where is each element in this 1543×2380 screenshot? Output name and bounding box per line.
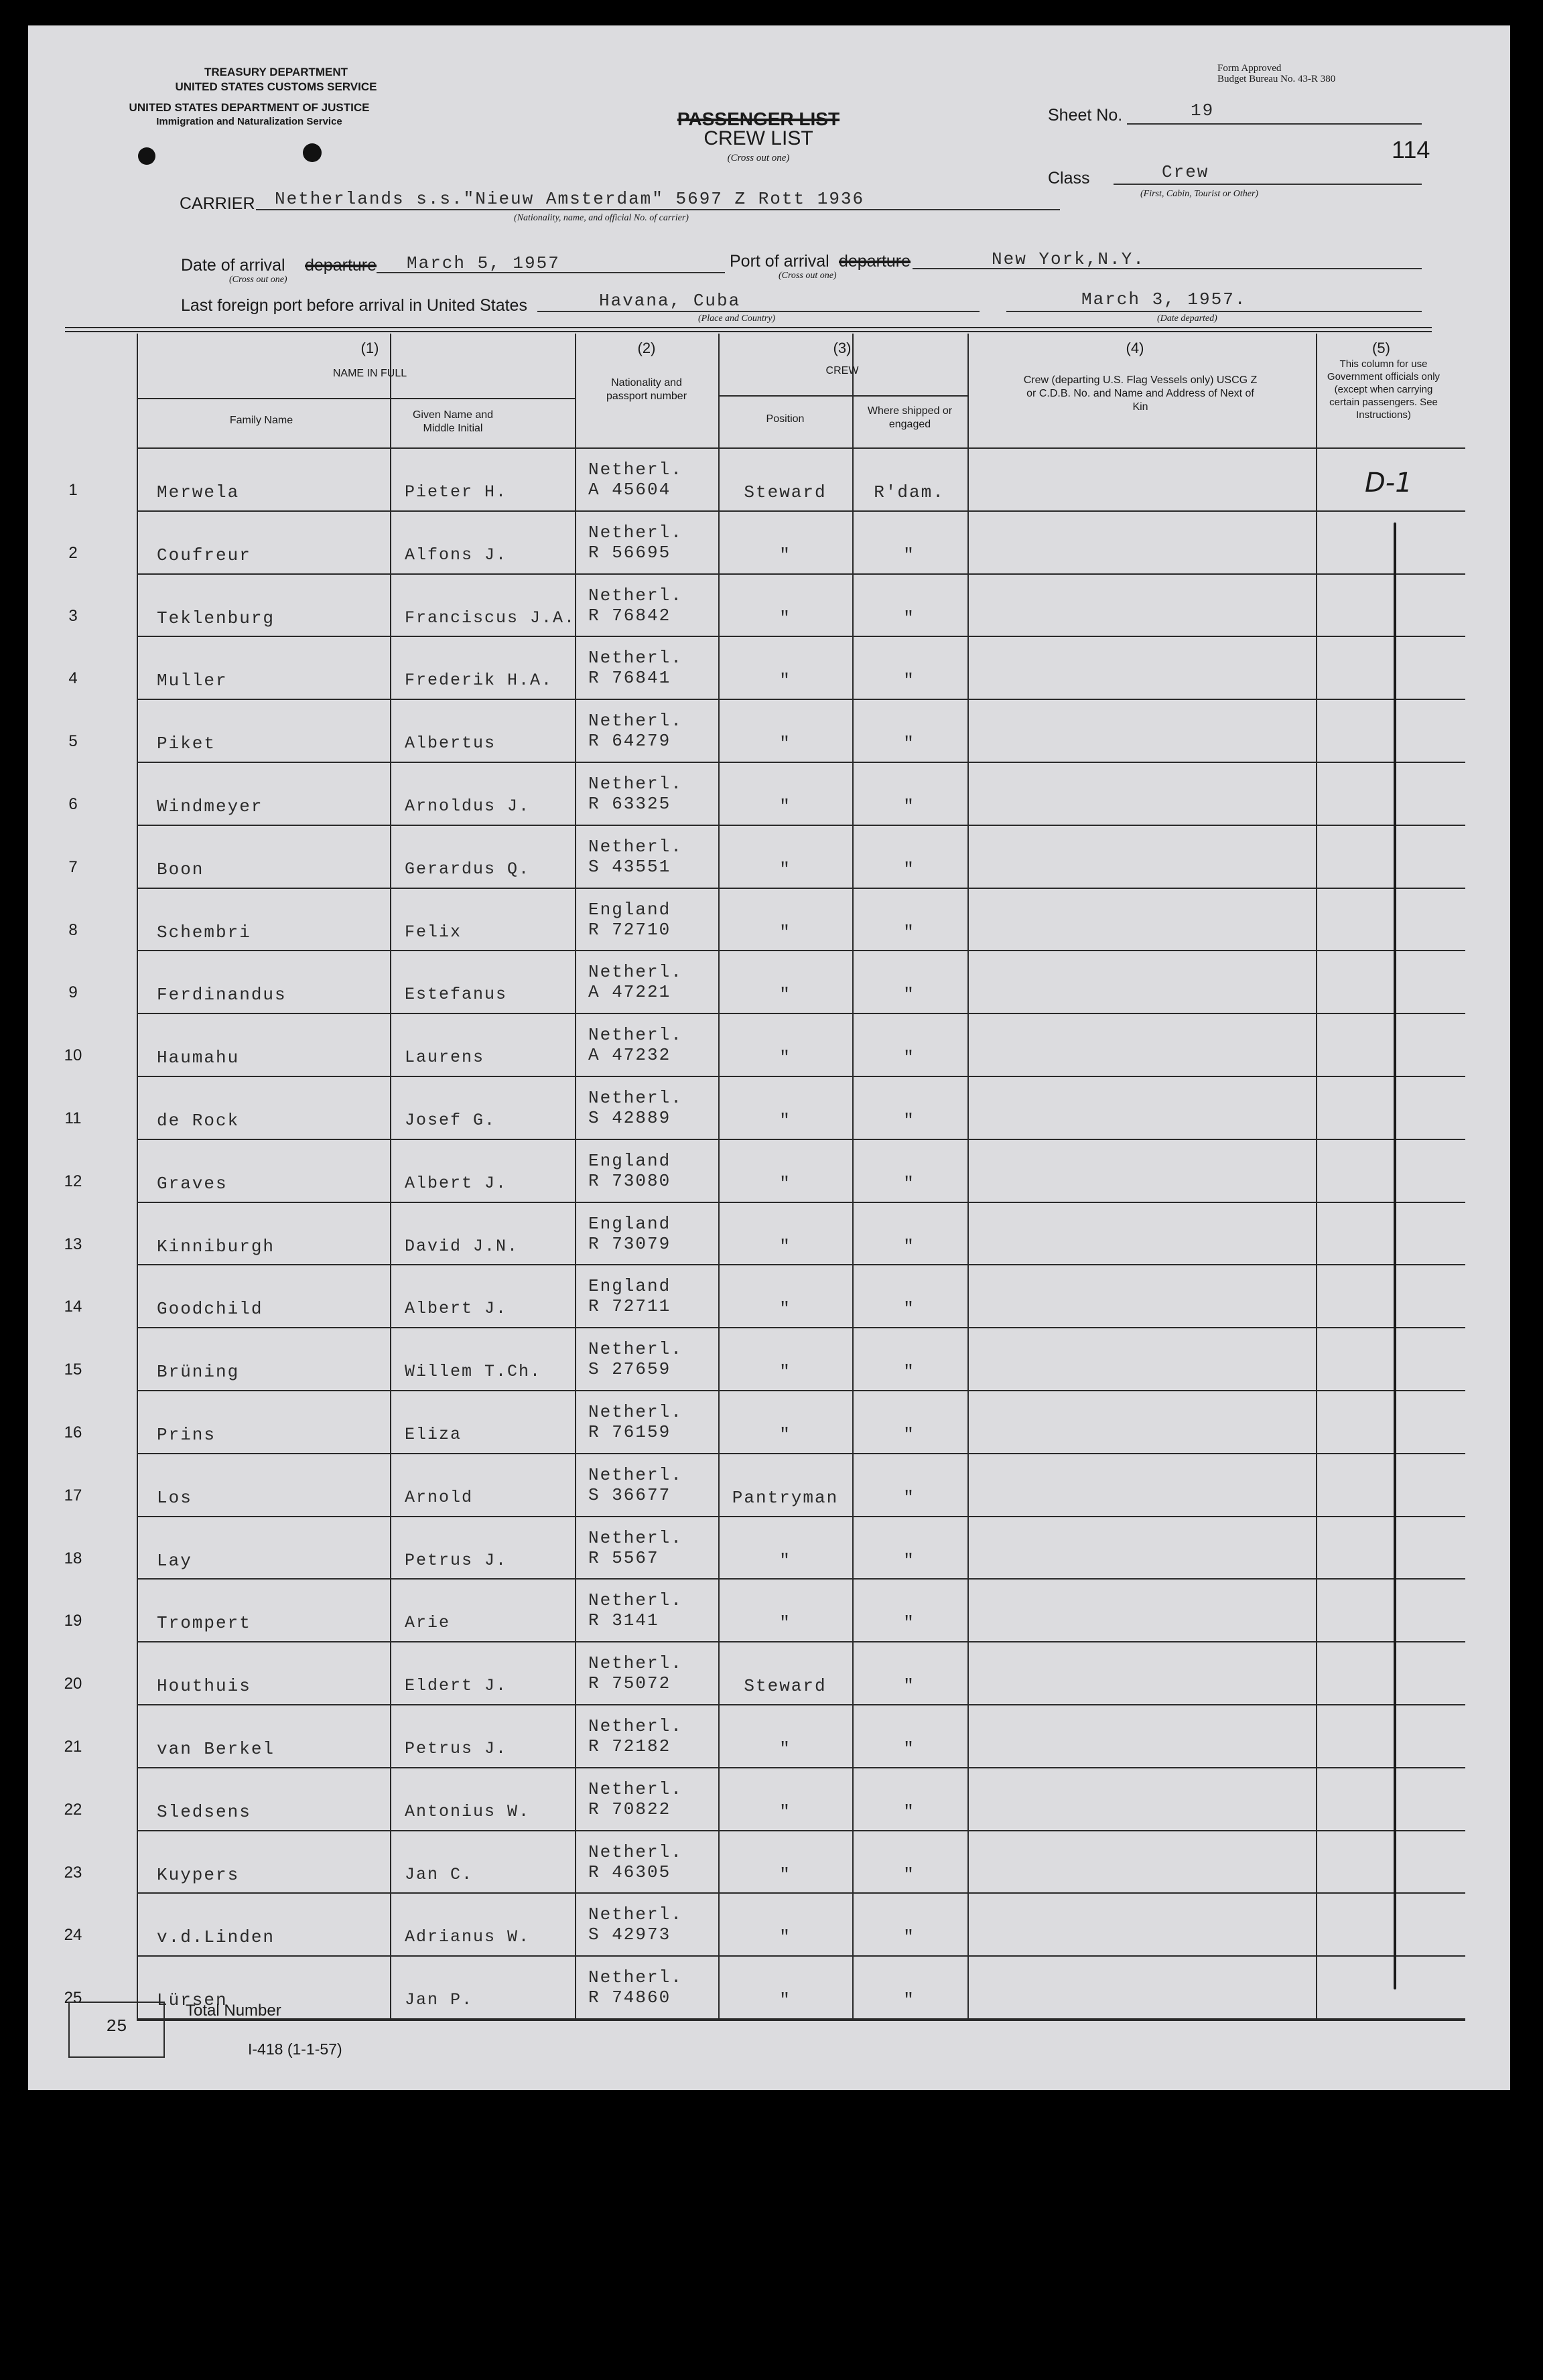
where-shipped: " (903, 796, 915, 817)
family-name: Coufreur (157, 545, 251, 565)
row-rule (137, 1955, 1465, 1957)
sheet-no-label: Sheet No. (1048, 106, 1123, 125)
where-shipped: " (903, 608, 915, 628)
row-rule (137, 1641, 1465, 1642)
where-shipped: " (903, 985, 915, 1005)
class-note: (First, Cabin, Tourist or Other) (1140, 189, 1259, 199)
row-number: 1 (68, 481, 78, 499)
crew-position: " (779, 1173, 791, 1194)
column-rule (137, 334, 138, 2018)
crew-position: " (779, 796, 791, 817)
row-rule (137, 950, 1465, 951)
crew-position: " (779, 859, 791, 880)
nationality: Netherl. (588, 648, 683, 669)
nationality: Netherl. (588, 1590, 683, 1611)
nationality: Netherl. (588, 585, 683, 606)
family-name: Piket (157, 733, 216, 754)
family-name: Kinniburgh (157, 1236, 275, 1257)
family-name: Teklenburg (157, 608, 275, 628)
row-number: 22 (64, 1800, 82, 1819)
passport-number: R 76842 (588, 605, 671, 626)
carrier-label: CARRIER (180, 194, 255, 213)
passport-number: R 56695 (588, 542, 671, 563)
crew-position: " (779, 1990, 791, 2011)
row-rule (137, 1139, 1465, 1140)
col2-number: (2) (637, 340, 656, 356)
form-number: I-418 (1-1-57) (248, 2040, 342, 2058)
where-shipped: " (903, 1487, 915, 1508)
row-rule (137, 1390, 1465, 1391)
col3-number: (3) (833, 340, 852, 356)
crew-position: " (779, 671, 791, 691)
nationality: Netherl. (588, 1904, 683, 1925)
row-rule (137, 573, 1465, 575)
col5-title: This column for use Government officials only (except when carrying certain passengers. See Instructions) (1327, 358, 1440, 421)
nationality: England (588, 1213, 671, 1234)
crew-position: " (779, 545, 791, 565)
where-shipped: " (903, 733, 915, 754)
where-shipped: " (903, 1111, 915, 1131)
family-name: van Berkel (157, 1739, 275, 1759)
carrier-note: (Nationality, name, and official No. of carrier) (514, 213, 689, 223)
family-name: v.d.Linden (157, 1927, 275, 1948)
passport-number: R 76159 (588, 1422, 671, 1442)
nationality: Netherl. (588, 774, 683, 794)
nationality: Netherl. (588, 1967, 683, 1988)
where-shipped: " (903, 545, 915, 565)
crew-position: " (779, 608, 791, 628)
crew-list-form (28, 25, 1510, 2090)
subheader-rule (137, 398, 575, 399)
family-name: Trompert (157, 1613, 251, 1634)
passport-number: S 27659 (588, 1359, 671, 1380)
row-rule (137, 1264, 1465, 1265)
crew-position: " (779, 985, 791, 1005)
col4-title: Crew (departing U.S. Flag Vessels only) USCG Z or C.D.B. No. and Name and Address of Next of Kin (1023, 374, 1258, 413)
where-shipped: " (903, 1927, 915, 1948)
row-number: 16 (64, 1423, 82, 1442)
row-rule (137, 1704, 1465, 1705)
where-shipped: " (903, 1739, 915, 1759)
row-number: 23 (64, 1863, 82, 1882)
passport-number: R 70822 (588, 1799, 671, 1819)
passport-number: S 43551 (588, 856, 671, 877)
row-rule (137, 1578, 1465, 1580)
row-number: 2 (68, 543, 78, 562)
col3-title: CREW (825, 365, 859, 376)
passport-number: R 5567 (588, 1547, 659, 1568)
family-name: Los (157, 1487, 192, 1508)
row-number: 6 (68, 795, 78, 813)
hole-punch-right (303, 143, 322, 162)
nationality: Netherl. (588, 1088, 683, 1108)
nationality: England (588, 1276, 671, 1297)
where-shipped: " (903, 1173, 915, 1194)
crew-position: " (779, 1613, 791, 1634)
last-port-value: Havana, Cuba (599, 291, 741, 311)
given-name: Arnoldus J. (405, 796, 531, 816)
given-name: Laurens (405, 1048, 485, 1068)
where-shipped: " (903, 1864, 915, 1885)
header-bottom-rule (137, 447, 1465, 449)
subheader-rule (718, 395, 967, 397)
title-note: (Cross out one) (727, 153, 790, 163)
where-shipped: " (903, 1236, 915, 1257)
column-rule (575, 334, 576, 2018)
shipped-header: Where shipped or engaged (867, 405, 953, 430)
port-cross-note: (Cross out one) (779, 271, 837, 281)
passport-number: R 63325 (588, 794, 671, 814)
nationality: Netherl. (588, 522, 683, 543)
agency-line-3: UNITED STATES DEPARTMENT OF JUSTICE (129, 101, 370, 114)
where-shipped: R'dam. (874, 482, 945, 502)
row-number: 17 (64, 1486, 82, 1504)
passport-number: R 75072 (588, 1673, 671, 1694)
passport-number: R 72711 (588, 1296, 671, 1317)
row-number: 20 (64, 1675, 82, 1693)
given-name: Petrus J. (405, 1550, 508, 1570)
family-name: de Rock (157, 1111, 240, 1131)
family-name: Houthuis (157, 1676, 251, 1697)
passport-number: R 72182 (588, 1736, 671, 1756)
row-rule (137, 1830, 1465, 1831)
given-name-header: Given Name and Middle Initial (412, 409, 494, 434)
passport-number: S 36677 (588, 1484, 671, 1505)
nationality: Netherl. (588, 1339, 683, 1360)
crew-position: " (779, 1048, 791, 1068)
nationality: Netherl. (588, 1402, 683, 1422)
row-number: 5 (68, 732, 78, 751)
family-name: Boon (157, 859, 204, 880)
crew-position: " (779, 1425, 791, 1445)
col5-number: (5) (1372, 340, 1390, 356)
given-name: Petrus J. (405, 1739, 508, 1758)
row-number: 14 (64, 1298, 82, 1316)
date-cross-note: (Cross out one) (229, 275, 287, 285)
where-shipped: " (903, 1362, 915, 1383)
row-number: 21 (64, 1738, 82, 1756)
family-name: Goodchild (157, 1299, 263, 1320)
nationality: Netherl. (588, 1464, 683, 1485)
family-name: Schembri (157, 922, 251, 942)
where-shipped: " (903, 1613, 915, 1634)
given-name: Antonius W. (405, 1801, 531, 1821)
crew-position: Pantryman (732, 1487, 839, 1508)
where-shipped: " (903, 1425, 915, 1445)
passport-number: R 64279 (588, 731, 671, 752)
row-number: 25 (64, 1989, 82, 2008)
crew-position: " (779, 1111, 791, 1131)
where-shipped: " (903, 859, 915, 880)
given-name: Franciscus J.A. (405, 608, 576, 628)
row-number: 7 (68, 857, 78, 876)
col1-title: NAME IN FULL (332, 368, 407, 379)
given-name: Jan C. (405, 1864, 474, 1884)
row-number: 3 (68, 606, 78, 625)
given-name: Albert J. (405, 1173, 508, 1193)
col4-number: (4) (1126, 340, 1144, 356)
row-rule (137, 762, 1465, 763)
given-name: Estefanus (405, 985, 508, 1005)
row-rule (137, 1767, 1465, 1768)
agency-line-1: TREASURY DEPARTMENT (204, 66, 348, 78)
where-shipped: " (903, 1990, 915, 2011)
row-number: 8 (68, 920, 78, 939)
nationality: Netherl. (588, 1841, 683, 1862)
where-shipped: " (903, 1550, 915, 1571)
page-stamp: 114 (1392, 136, 1430, 163)
row-rule (137, 1453, 1465, 1454)
row-number: 12 (64, 1172, 82, 1190)
row-number: 4 (68, 669, 78, 688)
crew-position: " (779, 1550, 791, 1571)
position-header: Position (766, 413, 805, 425)
crew-position: Steward (744, 1676, 827, 1697)
row-number: 9 (68, 983, 78, 1002)
given-name: Eliza (405, 1425, 462, 1444)
form-title: CREW LIST (703, 127, 813, 149)
family-name-header: Family Name (229, 415, 293, 426)
row-number: 10 (64, 1046, 82, 1065)
agency-line-4: Immigration and Naturalization Service (156, 116, 342, 127)
row-rule (137, 510, 1465, 512)
nationality: Netherl. (588, 836, 683, 857)
passport-number: R 74860 (588, 1987, 671, 2008)
row-rule (137, 825, 1465, 826)
total-number-label: Total Number (186, 2002, 281, 2020)
passport-number: R 73080 (588, 1170, 671, 1191)
where-shipped: " (903, 671, 915, 691)
passport-number: S 42973 (588, 1924, 671, 1945)
row-rule (137, 1076, 1465, 1077)
given-name: Albert J. (405, 1299, 508, 1319)
row-number: 19 (64, 1612, 82, 1630)
row-number: 11 (64, 1109, 82, 1127)
row-rule (137, 1202, 1465, 1203)
where-shipped: " (903, 922, 915, 942)
row-rule (137, 888, 1465, 889)
row-rule (137, 1892, 1465, 1894)
family-name: Ferdinandus (157, 985, 287, 1005)
family-name: Graves (157, 1173, 228, 1194)
family-name: Haumahu (157, 1048, 240, 1068)
nationality: Netherl. (588, 1778, 683, 1799)
family-name: Prins (157, 1425, 216, 1445)
given-name: Arie (405, 1613, 451, 1633)
date-departed-value: March 3, 1957. (1081, 289, 1247, 309)
row-rule (137, 636, 1465, 637)
table-bottom-rule (137, 2020, 1465, 2021)
hole-punch-left (138, 147, 155, 165)
passenger-list-crossed: PASSENGER LIST (677, 109, 840, 129)
where-shipped: " (903, 1048, 915, 1068)
nationality: Netherl. (588, 1653, 683, 1674)
passport-number: R 76841 (588, 668, 671, 689)
crew-position: " (779, 1739, 791, 1759)
passport-number: R 72710 (588, 919, 671, 940)
passport-number: R 3141 (588, 1610, 659, 1631)
row-number: 18 (64, 1549, 82, 1567)
passport-number: A 45604 (588, 480, 671, 500)
nationality: England (588, 1150, 671, 1171)
where-shipped: " (903, 1676, 915, 1697)
row-rule (137, 1013, 1465, 1014)
last-port-label: Last foreign port before arrival in United States (181, 296, 527, 315)
crew-position: " (779, 733, 791, 754)
family-name: Windmeyer (157, 796, 263, 817)
passport-number: A 47232 (588, 1045, 671, 1066)
family-name: Lay (157, 1550, 192, 1571)
given-name: Albertus (405, 733, 496, 754)
date-departed-note: (Date departed) (1157, 313, 1217, 324)
given-name: Pieter H. (405, 482, 508, 502)
col2-title: Nationality and passport number (606, 377, 687, 402)
given-name: Alfons J. (405, 545, 508, 565)
column-rule (967, 334, 969, 2018)
given-name: Felix (405, 922, 462, 942)
column-rule (718, 334, 720, 2018)
given-name: Jan P. (405, 1990, 474, 2010)
crew-position: " (779, 1864, 791, 1885)
total-number-value: 25 (106, 2016, 127, 2036)
nationality: Netherl. (588, 460, 683, 480)
column-rule (852, 334, 854, 2018)
crew-position: " (779, 1299, 791, 1320)
crew-position: " (779, 922, 791, 942)
crew-position: Steward (744, 482, 827, 502)
date-label: Date of arrival (181, 256, 285, 275)
sheet-no-value: 19 (1191, 100, 1215, 121)
given-name: Adrianus W. (405, 1927, 531, 1947)
port-label: Port of arrival (730, 252, 829, 271)
crew-position: " (779, 1927, 791, 1948)
given-name: David J.N. (405, 1236, 519, 1256)
port-value: New York,N.Y. (992, 249, 1145, 269)
family-name: Kuypers (157, 1864, 240, 1885)
family-name: Merwela (157, 482, 240, 502)
given-name: Eldert J. (405, 1676, 508, 1696)
given-name: Willem T.Ch. (405, 1362, 542, 1382)
crew-position: " (779, 1362, 791, 1383)
date-value: March 5, 1957 (407, 253, 560, 273)
family-name: Muller (157, 671, 228, 691)
crew-position: " (779, 1801, 791, 1822)
carrier-value: Netherlands s.s."Nieuw Amsterdam" 5697 Z Rott 1936 (275, 189, 865, 209)
crew-position: " (779, 1236, 791, 1257)
form-approved: Form Approved (1217, 63, 1282, 74)
column-rule (390, 334, 391, 2018)
agency-line-2: UNITED STATES CUSTOMS SERVICE (175, 80, 377, 93)
passport-number: A 47221 (588, 982, 671, 1003)
given-name: Gerardus Q. (405, 859, 531, 879)
passport-number: S 42889 (588, 1108, 671, 1128)
date-crossed: departure (305, 256, 377, 275)
nationality: Netherl. (588, 1527, 683, 1548)
given-name: Frederik H.A. (405, 671, 553, 691)
family-name: Lürsen (157, 1990, 228, 2011)
budget-bureau: Budget Bureau No. 43-R 380 (1217, 74, 1336, 84)
nationality: England (588, 899, 671, 920)
class-label: Class (1048, 169, 1090, 188)
row-rule (137, 1516, 1465, 1517)
row-number: 13 (64, 1235, 82, 1253)
col1-number: (1) (360, 340, 379, 356)
port-crossed: departure (839, 252, 911, 271)
passport-number: R 73079 (588, 1233, 671, 1254)
row-number: 15 (64, 1360, 82, 1379)
last-port-note: (Place and Country) (698, 313, 776, 324)
nationality: Netherl. (588, 962, 683, 983)
given-name: Josef G. (405, 1111, 496, 1130)
nationality: Netherl. (588, 1025, 683, 1046)
family-name: Brüning (157, 1362, 240, 1383)
handwritten-line (1394, 522, 1396, 1989)
nationality: Netherl. (588, 711, 683, 731)
row-number: 24 (64, 1926, 82, 1945)
handwritten-annotation: D-1 (1365, 468, 1412, 498)
class-value: Crew (1162, 162, 1209, 182)
where-shipped: " (903, 1801, 915, 1822)
where-shipped: " (903, 1299, 915, 1320)
row-rule (137, 699, 1465, 700)
passport-number: R 46305 (588, 1862, 671, 1882)
row-rule (137, 1327, 1465, 1328)
family-name: Sledsens (157, 1801, 251, 1822)
column-rule (1316, 334, 1317, 2018)
given-name: Arnold (405, 1487, 474, 1507)
nationality: Netherl. (588, 1716, 683, 1736)
